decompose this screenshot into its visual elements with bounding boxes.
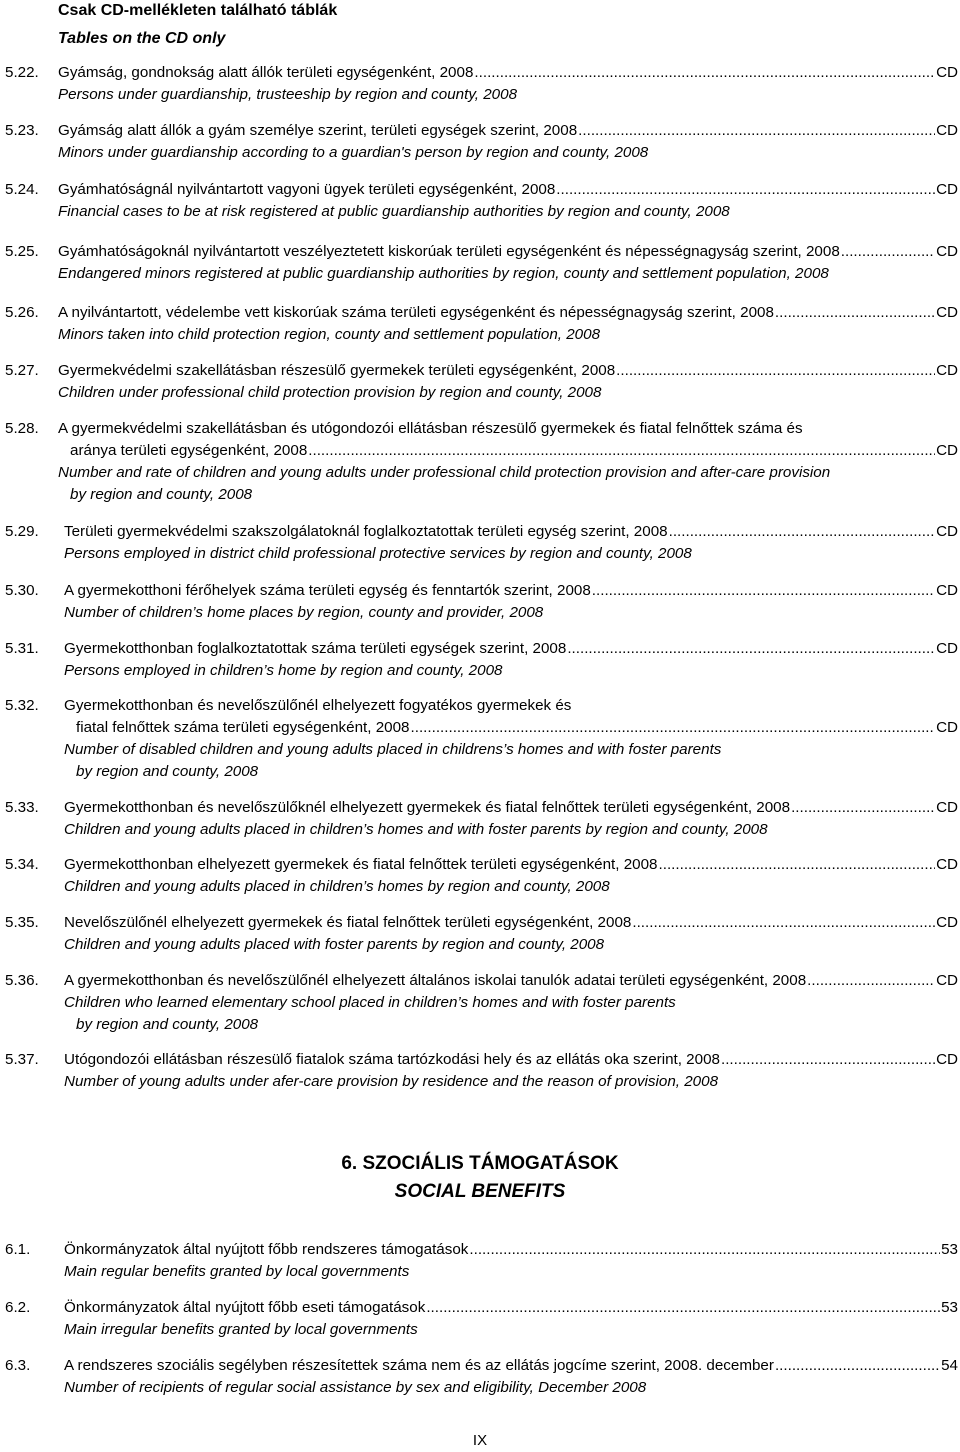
leader-dots — [592, 580, 935, 602]
leader-dots — [556, 179, 935, 201]
entry-title-en: Financial cases to be at risk registered at public guardianship authorities by region and county, 2008 — [58, 203, 730, 220]
leader-dots — [841, 241, 935, 263]
entry-title-en: Children and young adults placed in children’s homes and with foster parents by region and county, 2008 — [64, 821, 768, 838]
entry-number: 5.33. — [5, 799, 39, 816]
leader-dots — [721, 1049, 935, 1071]
entry-title-hu: A gyermekvédelmi szakellátásban és utógondozói ellátásban részesülő gyermekek és fiatal felnőttek száma és — [58, 420, 803, 437]
entry-number: 5.36. — [5, 972, 39, 989]
entry-title-hu: A gyermekotthonban és nevelőszülőnél elhelyezett általános iskolai tanulók adatai területi egységenként, 2008 — [64, 972, 807, 989]
entry-number: 6.1. — [5, 1241, 31, 1258]
leader-dots — [411, 717, 936, 739]
entry-number: 5.28. — [5, 420, 39, 437]
heading-cd-tables-en: Tables on the CD only — [58, 30, 226, 47]
entry-number: 5.29. — [5, 523, 39, 540]
leader-dots — [616, 360, 935, 382]
entry-title-en: Persons employed in children’s home by region and county, 2008 — [64, 662, 503, 679]
entry-title-en: Number of young adults under afer-care provision by residence and the reason of provision, 2008 — [64, 1073, 719, 1090]
entry-title-en: Main regular benefits granted by local governments — [64, 1263, 410, 1280]
entry-page: CD — [936, 1051, 958, 1068]
leader-dots — [474, 62, 935, 84]
entry-title-en: Persons employed in district child professional protective services by region and county, 2008 — [64, 545, 692, 562]
entry-page: CD — [936, 582, 958, 599]
entry-page: CD — [936, 243, 958, 260]
entry-title-hu: Utógondozói ellátásban részesülő fiatalok száma tartózkodási hely és az ellátás oka szerint, 2008 — [64, 1051, 720, 1068]
entry-title-en: Children and young adults placed in children’s homes by region and county, 2008 — [64, 878, 610, 895]
entry-number: 5.25. — [5, 243, 39, 260]
leader-dots — [469, 1239, 940, 1261]
entry-page: 53 — [941, 1299, 958, 1316]
entry-title-en: Number of children’s home places by region, county and provider, 2008 — [64, 604, 544, 621]
entry-page: CD — [936, 362, 958, 379]
leader-dots — [578, 120, 935, 142]
entry-page: CD — [936, 914, 958, 931]
entry-page: CD — [936, 523, 958, 540]
entry-page: CD — [936, 799, 958, 816]
entry-title-en: Children who learned elementary school placed in children’s homes and with foster parents — [64, 994, 676, 1011]
leader-dots — [775, 1355, 940, 1377]
entry-number: 5.23. — [5, 122, 39, 139]
entry-title-hu: Önkormányzatok által nyújtott főbb eseti támogatások — [64, 1299, 426, 1316]
entry-title-hu: Gyámság, gondnokság alatt állók területi egységenként, 2008 — [58, 64, 474, 81]
leader-dots — [775, 302, 935, 324]
leader-dots — [791, 797, 935, 819]
entry-number: 5.22. — [5, 64, 39, 81]
heading-cd-tables: Csak CD-mellékleten található táblák — [58, 2, 338, 19]
entry-number: 5.26. — [5, 304, 39, 321]
entry-title-en: Main irregular benefits granted by local governments — [64, 1321, 418, 1338]
entry-title-en: by region and county, 2008 — [76, 763, 259, 780]
section-title: 6. SZOCIÁLIS TÁMOGATÁSOK — [341, 1153, 619, 1174]
entry-title-hu: Gyermekotthonban és nevelőszülőknél elhelyezett gyermekek és fiatal felnőttek területi egységenként, 2008 — [64, 799, 791, 816]
entry-title-en: by region and county, 2008 — [70, 486, 253, 503]
entry-title-en: Minors under guardianship according to a guardian's person by region and county, 2008 — [58, 144, 649, 161]
entry-page: CD — [936, 181, 958, 198]
entry-title-hu: A rendszeres szociális segélyben részesítettek száma nem és az ellátás jogcíme szerint, 2008. december — [64, 1357, 774, 1374]
entry-number: 6.3. — [5, 1357, 31, 1374]
entry-number: 5.35. — [5, 914, 39, 931]
entry-page: CD — [936, 972, 958, 989]
leader-dots — [807, 970, 935, 992]
entry-number: 5.24. — [5, 181, 39, 198]
entry-title-hu: Gyermekotthonban és nevelőszülőnél elhelyezett fogyatékos gyermekek és — [64, 697, 572, 714]
entry-title-hu: Gyermekotthonban elhelyezett gyermekek és fiatal felnőttek területi egységenként, 2008 — [64, 856, 658, 873]
entry-title-en: Number of disabled children and young adults placed in childrens’s homes and with foster parents — [64, 741, 722, 758]
entry-title-en: Persons under guardianship, trusteeship by region and county, 2008 — [58, 86, 518, 103]
entry-title-hu: Gyermekotthonban foglalkoztatottak száma területi egységek szerint, 2008 — [64, 640, 567, 657]
entry-number: 5.32. — [5, 697, 39, 714]
entry-page: CD — [936, 856, 958, 873]
entry-page: CD — [936, 64, 958, 81]
leader-dots — [567, 638, 935, 660]
entry-title-hu: Nevelőszülőnél elhelyezett gyermekek és fiatal felnőttek területi egységenként, 2008 — [64, 914, 632, 931]
leader-dots — [308, 440, 935, 462]
entry-page: CD — [936, 719, 958, 736]
entry-title-en: by region and county, 2008 — [76, 1016, 259, 1033]
entry-number: 5.27. — [5, 362, 39, 379]
entry-title-en: Children and young adults placed with foster parents by region and county, 2008 — [64, 936, 605, 953]
entry-page: 53 — [941, 1241, 958, 1258]
entry-number: 5.31. — [5, 640, 39, 657]
entry-title-hu: aránya területi egységenként, 2008 — [70, 442, 308, 459]
entry-page: 54 — [941, 1357, 958, 1374]
entry-title-hu: Gyámhatóságoknál nyilvántartott veszélyeztetett kiskorúak területi egységenként és népességnagyság szerint, 2008 — [58, 243, 840, 260]
entry-title-hu: Gyámhatóságnál nyilvántartott vagyoni ügyek területi egységenként, 2008 — [58, 181, 556, 198]
entry-title-hu: Önkormányzatok által nyújtott főbb rendszeres támogatások — [64, 1241, 469, 1258]
entry-number: 6.2. — [5, 1299, 31, 1316]
page-number: IX — [472, 1432, 488, 1449]
entry-title-hu: fiatal felnőttek száma területi egységenként, 2008 — [76, 719, 410, 736]
entry-page: CD — [936, 122, 958, 139]
entry-title-hu: A nyilvántartott, védelembe vett kiskorúak száma területi egységenként és népességnagyság szerint, 2008 — [58, 304, 774, 321]
entry-page: CD — [936, 442, 958, 459]
entry-title-hu: Gyámság alatt állók a gyám személye szerint, területi egységek szerint, 2008 — [58, 122, 578, 139]
leader-dots — [426, 1297, 940, 1319]
entry-number: 5.37. — [5, 1051, 39, 1068]
entry-number: 5.30. — [5, 582, 39, 599]
entry-page: CD — [936, 640, 958, 657]
leader-dots — [659, 854, 936, 876]
entry-title-hu: Területi gyermekvédelmi szakszolgálatoknál foglalkoztatottak területi egység szerint, 2008 — [64, 523, 668, 540]
leader-dots — [632, 912, 935, 934]
entry-title-en: Minors taken into child protection region, county and settlement population, 2008 — [58, 326, 601, 343]
entry-title-en: Children under professional child protection provision by region and county, 2008 — [58, 384, 602, 401]
section-title-en: SOCIAL BENEFITS — [394, 1181, 566, 1202]
entry-number: 5.34. — [5, 856, 39, 873]
entry-title-en: Number of recipients of regular social assistance by sex and eligibility, December 2008 — [64, 1379, 647, 1396]
leader-dots — [669, 521, 935, 543]
entry-title-en: Number and rate of children and young adults under professional child protection provision and after-care provision — [58, 464, 831, 481]
entry-page: CD — [936, 304, 958, 321]
entry-title-hu: A gyermekotthoni férőhelyek száma területi egység és fenntartók szerint, 2008 — [64, 582, 591, 599]
entry-title-hu: Gyermekvédelmi szakellátásban részesülő gyermekek területi egységenként, 2008 — [58, 362, 616, 379]
entry-title-en: Endangered minors registered at public guardianship authorities by region, county and settlement population, 2008 — [58, 265, 829, 282]
